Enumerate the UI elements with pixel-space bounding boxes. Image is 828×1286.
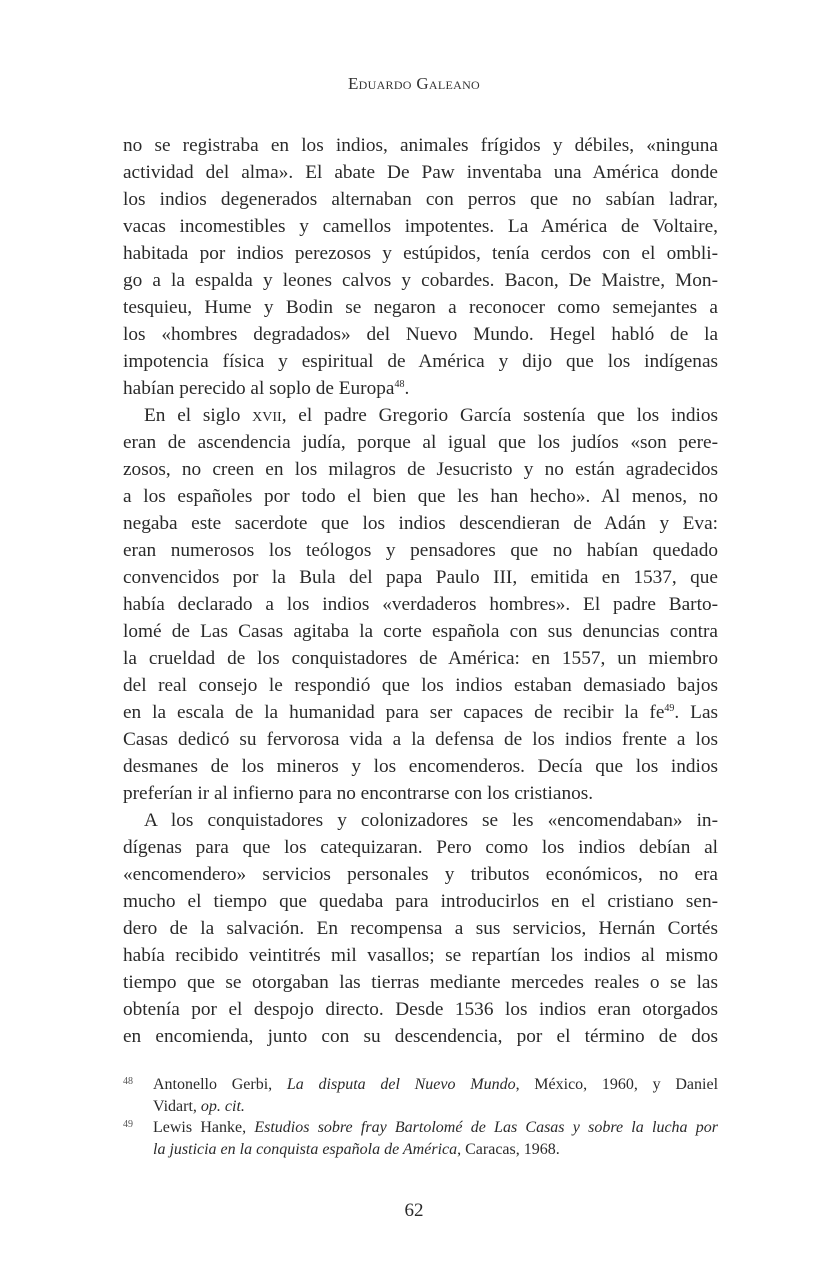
text-line — [123, 537, 718, 564]
text-run: a los españoles por todo el bien que les han hecho». Al menos, no — [123, 486, 718, 507]
footnotes — [123, 1074, 718, 1161]
text-run: Lewis Hanke, — [153, 1119, 255, 1137]
text-run: . — [404, 378, 410, 399]
text-line — [123, 834, 718, 861]
text-run: , el padre Gregorio García sostenía que los indios — [281, 405, 718, 426]
paragraph — [123, 402, 718, 807]
text-line — [123, 807, 718, 834]
text-run: zosos, no creen en los milagros de Jesucristo y no están agradecidos — [123, 459, 718, 480]
text-run: go a la espalda y leones calvos y cobardes. Bacon, De Maistre, Mon- — [123, 270, 718, 291]
text-run: La disputa del Nuevo Mundo — [286, 1076, 516, 1093]
text-line — [123, 483, 718, 510]
text-run: los «hombres degradados» del Nuevo Mundo. Hegel habló de la — [123, 324, 718, 345]
text-line — [123, 348, 718, 375]
text-run: del real consejo le respondió que los indios estaban demasiado bajos — [123, 675, 718, 696]
text-line — [123, 996, 718, 1023]
text-line — [123, 726, 718, 753]
text-line — [123, 510, 718, 537]
text-run: la crueldad de los conquistadores de América: en 1557, un miembro — [123, 648, 718, 669]
text-line — [123, 159, 718, 186]
text-line — [123, 1023, 718, 1050]
text-line — [123, 672, 718, 699]
footnote — [123, 1074, 718, 1117]
text-line — [123, 213, 718, 240]
footnote-number: 49 — [123, 1119, 133, 1131]
footnote-number: 48 — [123, 1076, 133, 1087]
text-line — [123, 240, 718, 267]
footnote-reference: 48 — [394, 379, 405, 390]
text-line — [123, 429, 718, 456]
text-run: , México, 1960, y Daniel — [515, 1076, 719, 1093]
text-run: dígenas para que los catequizaran. Pero como los indios debían al — [123, 837, 718, 858]
text-run: Estudios sobre fray Bartolomé de Las Casas y sobre la lucha por — [254, 1119, 719, 1137]
text-run: xvii — [252, 405, 282, 426]
footnote-line — [153, 1139, 718, 1161]
text-line — [123, 861, 718, 888]
text-run: había declarado a los indios «verdaderos hombres». El padre Barto- — [123, 594, 718, 615]
text-run: habían perecido al soplo de Europa — [123, 378, 395, 399]
text-line — [123, 753, 718, 780]
body-text — [123, 132, 718, 1050]
text-line — [123, 969, 718, 996]
text-run: impotencia física y espiritual de América y dijo que los indígenas — [123, 351, 718, 372]
text-run: desmanes de los mineros y los encomenderos. Decía que los indios — [123, 756, 718, 777]
text-run: actividad del alma». El abate De Paw inventaba una América donde — [123, 162, 718, 183]
text-line — [123, 267, 718, 294]
text-run: obtenía por el despojo directo. Desde 1536 los indios eran otorgados — [123, 999, 718, 1020]
text-run: habitada por indios perezosos y estúpidos, tenía cerdos con el ombli- — [123, 243, 718, 264]
text-run: tesquieu, Hume y Bodin se negaron a reconocer como semejantes a — [123, 297, 718, 318]
text-run: no se registraba en los indios, animales frígidos y débiles, «ninguna — [123, 135, 718, 156]
footnote — [123, 1117, 718, 1160]
text-line — [123, 618, 718, 645]
footnote-reference: 49 — [664, 703, 675, 714]
footnote-line — [153, 1117, 718, 1139]
text-run: eran de ascendencia judía, porque al igual que los judíos «son pere- — [123, 432, 718, 453]
text-run: Casas dedicó su fervorosa vida a la defensa de los indios frente a los — [123, 729, 718, 750]
text-run: Vidart, — [153, 1097, 201, 1115]
text-run: preferían ir al infierno para no encontrarse con los cristianos. — [123, 783, 594, 804]
text-line — [123, 456, 718, 483]
text-run: eran numerosos los teólogos y pensadores que no habían quedado — [123, 540, 718, 561]
text-run: convencidos por la Bula del papa Paulo III, emitida en 1537, que — [123, 567, 718, 588]
text-line — [123, 780, 718, 807]
text-run: «encomendero» servicios personales y tributos económicos, no era — [123, 864, 718, 885]
running-header: Eduardo Galeano — [347, 74, 481, 93]
text-line — [123, 645, 718, 672]
footnote-line — [153, 1096, 718, 1118]
text-line — [123, 186, 718, 213]
paragraph — [123, 132, 718, 402]
text-run: A los conquistadores y colonizadores se les «encomendaban» in- — [144, 810, 718, 831]
text-run: tiempo que se otorgaban las tierras mediante mercedes reales o se las — [123, 972, 718, 993]
text-line — [123, 294, 718, 321]
text-run: En el siglo — [144, 405, 253, 426]
text-run: la justicia en la conquista española de América — [153, 1141, 458, 1159]
text-run: negaba este sacerdote que los indios descendieran de Adán y Eva: — [123, 513, 718, 534]
text-run: lomé de Las Casas agitaba la corte española con sus denuncias contra — [123, 621, 718, 642]
text-run: vacas incomestibles y camellos impotentes. La América de Voltaire, — [123, 216, 718, 237]
text-run: había recibido veintitrés mil vasallos; se repartían los indios al mismo — [123, 945, 718, 966]
text-run: , Caracas, 1968. — [457, 1141, 560, 1159]
text-line — [123, 375, 718, 402]
text-run: los indios degenerados alternaban con perros que no sabían ladrar, — [123, 189, 718, 210]
text-line — [123, 915, 718, 942]
text-run: Antonello Gerbi, — [153, 1076, 287, 1093]
text-run: mucho el tiempo que quedaba para introducirlos en el cristiano sen- — [123, 891, 718, 912]
text-line — [123, 699, 718, 726]
paragraph — [123, 807, 718, 1050]
text-line — [123, 564, 718, 591]
text-run: op. cit. — [200, 1097, 245, 1115]
text-run: dero de la salvación. En recompensa a sus servicios, Hernán Cortés — [123, 918, 718, 939]
text-line — [123, 132, 718, 159]
text-line — [123, 402, 718, 429]
page-number: 62 — [404, 1200, 424, 1221]
text-line — [123, 942, 718, 969]
text-line — [123, 888, 718, 915]
footnote-line — [153, 1074, 718, 1096]
text-line — [123, 591, 718, 618]
text-run: . Las — [674, 702, 718, 723]
text-line — [123, 321, 718, 348]
text-run: en encomienda, junto con su descendencia, por el término de dos — [123, 1026, 718, 1047]
text-run: en la escala de la humanidad para ser capaces de recibir la fe — [123, 702, 665, 723]
